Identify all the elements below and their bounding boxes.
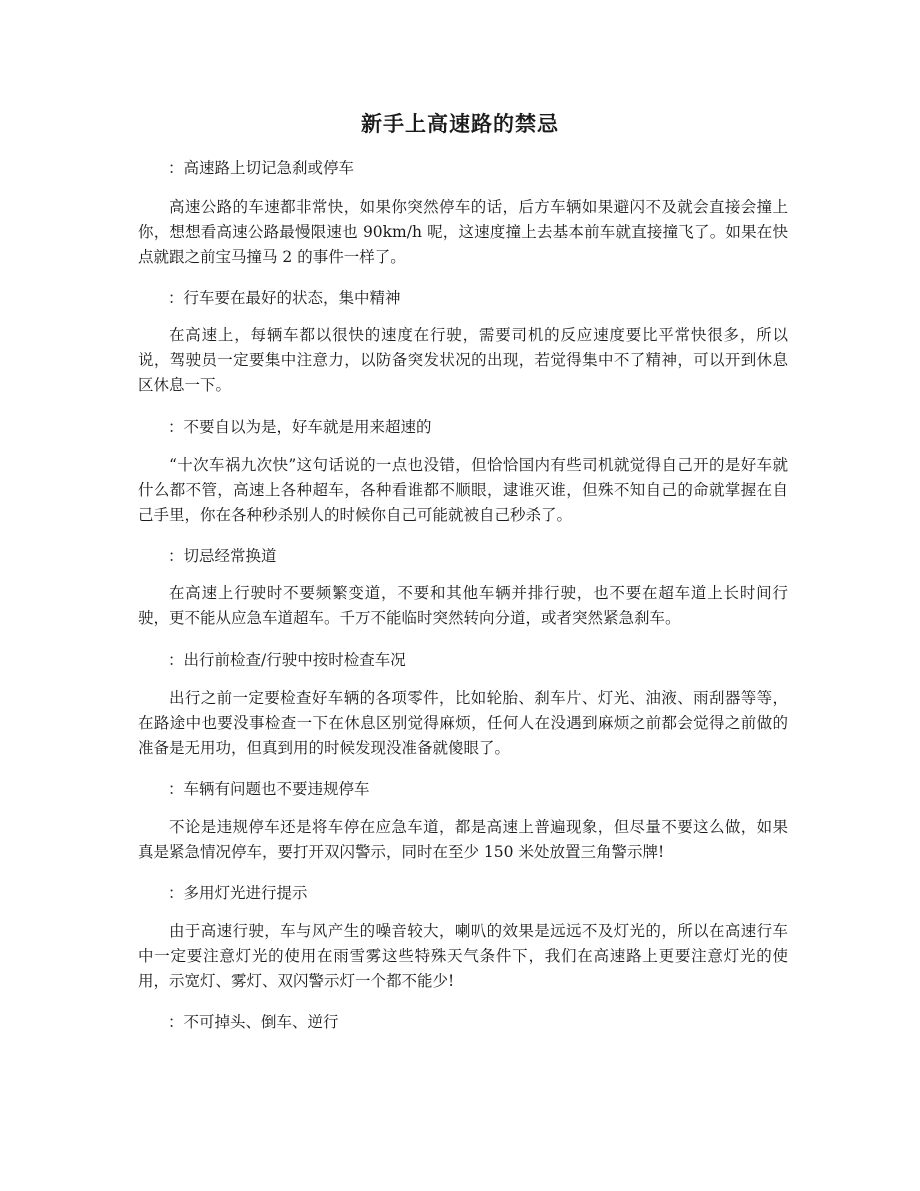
section-paragraph: 出行之前一定要检查好车辆的各项零件，比如轮胎、刹车片、灯光、油液、雨刮器等等，在路途中也要没事检查一下在休息区别觉得麻烦，任何人在没遇到麻烦之前都会觉得之前做的准备是无用功，但真到用的时候发现没准备就傻眼了。: [138, 689, 788, 757]
section-paragraph: 高速公路的车速都非常快，如果你突然停车的话，后方车辆如果避闪不及就会直接会撞上你，想想看高速公路最慢限速也 90km/h 呢，这速度撞上去基本前车就直接撞飞了。如果在快点就跟之前宝马撞马 2 的事件一样了。: [138, 198, 788, 266]
section-paragraph: 不论是违规停车还是将车停在应急车道，都是高速上普遍现象，但尽量不要这么做，如果真是紧急情况停车，要打开双闪警示，同时在至少 150 米处放置三角警示牌!: [138, 818, 788, 861]
section-heading: ：切忌经常换道: [168, 547, 277, 565]
section-paragraph: “十次车祸九次快”这句话说的一点也没错，但恰恰国内有些司机就觉得自己开的是好车就什么都不管，高速上各种超车，各种看谁都不顺眼，逮谁灭谁，但殊不知自己的命就掌握在自己手里，你在各种秒杀别人的时候你自己可能就被自己秒杀了。: [138, 456, 788, 524]
section-heading: ：不可掉头、倒车、逆行: [168, 1013, 339, 1031]
section-heading: ：多用灯光进行提示: [168, 884, 308, 902]
section-heading: ：出行前检查/行驶中按时检查车况: [168, 651, 406, 669]
section-heading: ：高速路上切记急刹或停车: [168, 159, 355, 177]
section-paragraph: 在高速上，每辆车都以很快的速度在行驶，需要司机的反应速度要比平常快很多，所以说，驾驶员一定要集中注意力，以防备突发状况的出现，若觉得集中不了精神，可以开到休息区休息一下。: [138, 326, 788, 394]
section-heading: ：行车要在最好的状态，集中精神: [168, 289, 401, 307]
section-heading: ：不要自以为是，好车就是用来超速的: [168, 418, 432, 436]
section-heading: ：车辆有问题也不要违规停车: [168, 780, 370, 798]
section-paragraph: 在高速上行驶时不要频繁变道，不要和其他车辆并排行驶，也不要在超车道上长时间行驶，更不能从应急车道超车。千万不能临时突然转向分道，或者突然紧急刹车。: [138, 584, 788, 627]
section-paragraph: 由于高速行驶，车与风产生的噪音较大，喇叭的效果是远远不及灯光的，所以在高速行车中一定要注意灯光的使用在雨雪雾这些特殊天气条件下，我们在高速路上更要注意灯光的使用，示宽灯、雾灯、双闪警示灯一个都不能少!: [138, 922, 788, 990]
document-title: 新手上高速路的禁忌: [361, 111, 559, 136]
